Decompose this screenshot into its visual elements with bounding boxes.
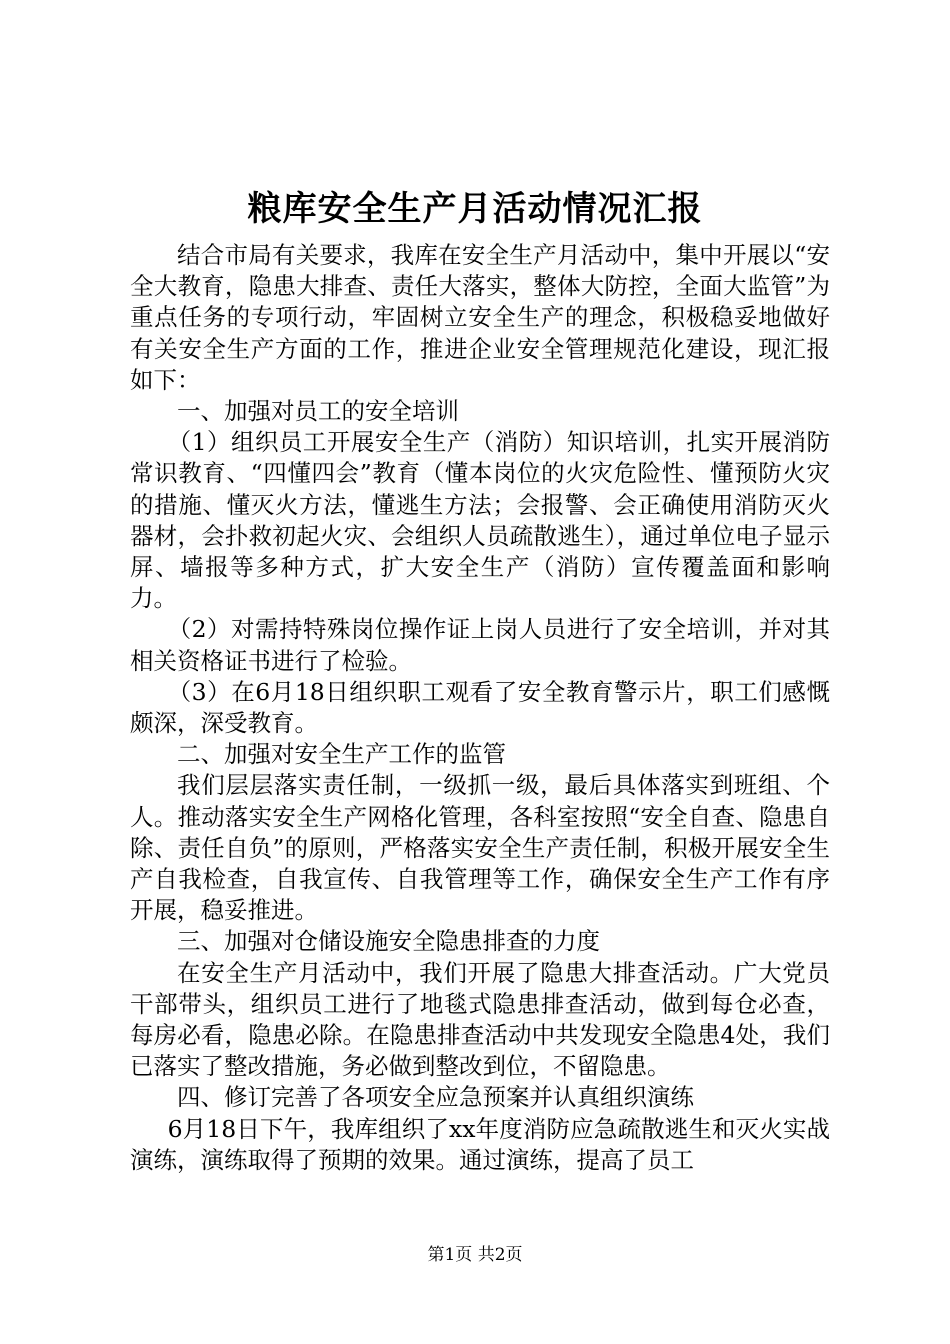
section-heading-1: 一、加强对员工的安全培训 [177,397,459,426]
supervision-paragraph: 我们层层落实责任制，一级抓一级，最后具体落实到班组、个人。推动落实安全生产网格化管理，各科室按照“安全自查、隐患自除、责任自负”的原则，严格落实安全生产责任制，积极开展安全生产自我检查，自我宣传、自我管理等工作，确保安全生产工作有序开展，稳妥推进。 [130,771,830,925]
training-item-3: （3）在6月18日组织职工观看了安全教育警示片，职工们感慨颇深，深受教育。 [130,677,830,738]
section-heading-3: 三、加强对仓储设施安全隐患排查的力度 [177,927,600,956]
intro-paragraph: 结合市局有关要求，我库在安全生产月活动中，集中开展以“安全大教育，隐患大排查、责任大落实，整体大防控，全面大监管”为重点任务的专项行动，牢固树立安全生产的理念，积极稳妥地做好有关安全生产方面的工作，推进企业安全管理规范化建设，现汇报如下： [130,241,830,394]
training-item-1: （1）组织员工开展安全生产（消防）知识培训，扎实开展消防常识教育、“四懂四会”教育（懂本岗位的火灾危险性、懂预防火灾的措施、懂灭火方法，懂逃生方法；会报警、会正确使用消防灭火器材，会扑救初起火灾、会组织人员疏散逃生），通过单位电子显示屏、墙报等多种方式，扩大安全生产（消防）宣传覆盖面和影响力。 [130,428,830,613]
document-body [130,240,830,1176]
document-title: 粮库安全生产月活动情况汇报 [247,189,703,229]
section-heading-2: 二、加强对安全生产工作的监管 [177,740,506,769]
training-item-2: （2）对需持特殊岗位操作证上岗人员进行了安全培训，并对其相关资格证书进行了检验。 [130,615,830,675]
drill-paragraph: 6月18日下午，我库组织了xx年度消防应急疏散逃生和灭火实战演练，演练取得了预期的效果。通过演练，提高了员工 [130,1114,830,1174]
section-heading-4: 四、修订完善了各项安全应急预案并认真组织演练 [177,1083,694,1112]
inspection-paragraph: 在安全生产月活动中，我们开展了隐患大排查活动。广大党员干部带头，组织员工进行了地毯式隐患排查活动，做到每仓必查，每房必看，隐患必除。在隐患排查活动中共发现安全隐患4处，我们已落实了整改措施，务必做到整改到位，不留隐患。 [130,958,830,1081]
page-footer: 第1页 共2页 [427,1245,523,1265]
